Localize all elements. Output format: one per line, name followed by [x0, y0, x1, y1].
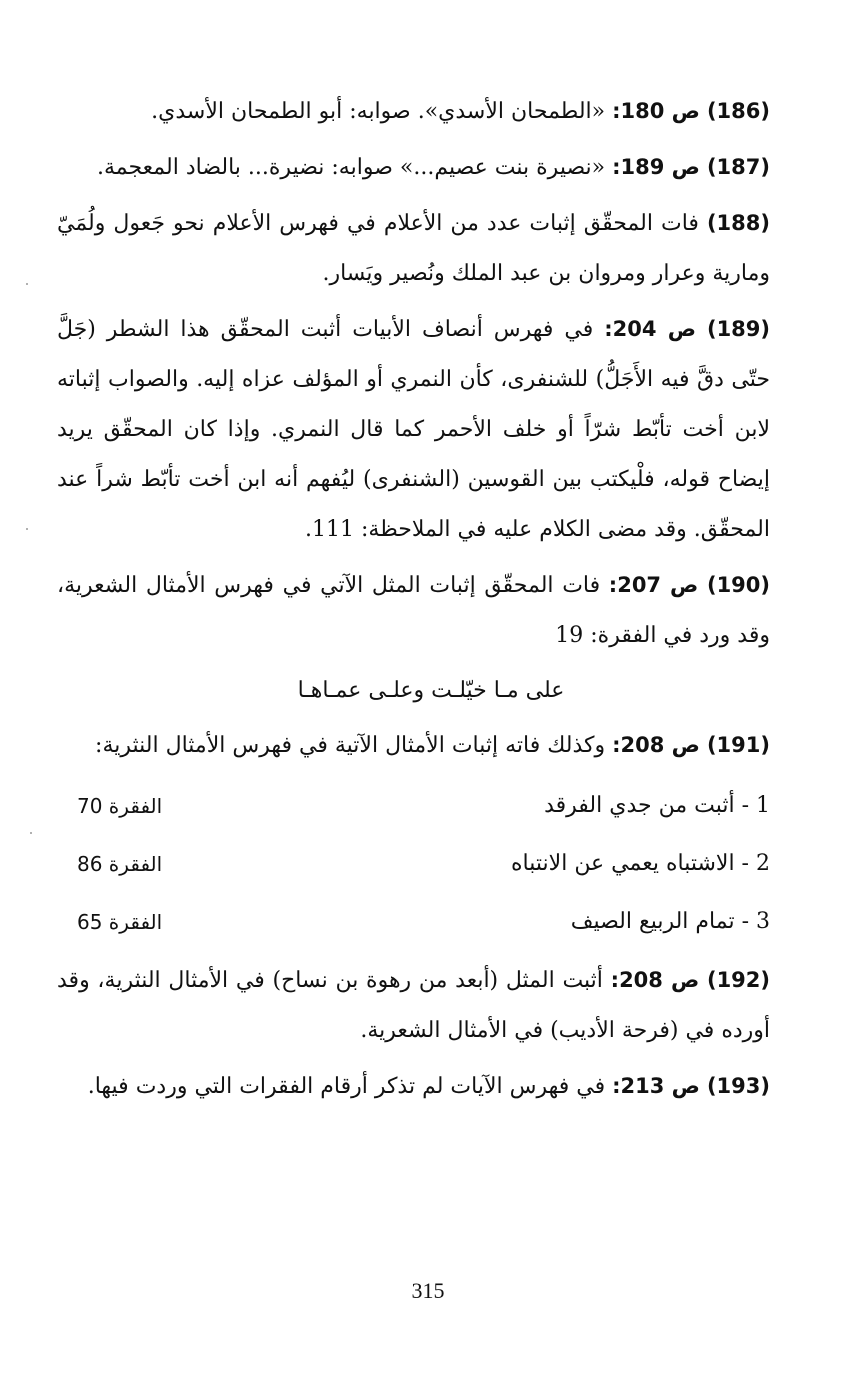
paragraph-ref: الفقرة 86	[77, 852, 163, 876]
proverb-text: 2 - الاشتباه يعمي عن الانتباه	[511, 851, 770, 876]
page-ref: ص 189:	[612, 155, 700, 179]
page-ref: ص 208:	[612, 733, 700, 757]
note-text: «نصيرة بنت عصيم...» صوابه: نضيرة... بالضاد المعجمة.	[96, 155, 613, 180]
page-ref: ص 180:	[612, 99, 700, 123]
list-item	[57, 777, 805, 835]
note-text: في فهرس أنصاف الأبيات أثبت المحقّق هذا الشطر (جَلَّ حتّى دقَّ فيه الأَجَلُّ) للشنفرى، كأن النمري أو المؤلف عزاه إليه. والصواب إثباته لابن أخت تأبّط شرّاً أو خلف الأحمر كما قال النمري. وإذا كان المحقّق يريد إيضاح قوله، فلْيكتب بين القوسين (الشنفرى) ليُفهم أنه ابن أخت تأبّط شراً عند المحقّق. وقد مضى الكلام عليه في الملاحظة: 111.	[57, 317, 770, 542]
scan-speck	[26, 528, 28, 530]
note-190	[57, 560, 805, 661]
proverb-text: 1 - أثبت من جدي الفرقد	[544, 793, 770, 818]
note-text: وكذلك فاته إثبات الأمثال الآتية في فهرس الأمثال النثرية:	[95, 733, 613, 758]
verse-line: على مـا خيّلـت وعلـى عمـاهـا	[297, 678, 565, 703]
paragraph-ref: الفقرة 70	[77, 794, 163, 818]
note-text: «الطمحان الأسدي». صوابه: أبو الطمحان الأسدي.	[151, 99, 613, 124]
note-188	[57, 198, 805, 299]
page-ref: ص 213:	[612, 1074, 700, 1098]
proverb-text: 3 - تمام الربيع الصيف	[570, 909, 770, 934]
note-number: (192)	[706, 968, 771, 992]
page-number: 315	[411, 1278, 445, 1303]
note-text: فات المحقّق إثبات المثل الآتي في فهرس الأمثال الشعرية، وقد ورد في الفقرة: 19	[57, 573, 770, 648]
page-ref: ص 208:	[610, 968, 700, 992]
page-body	[57, 86, 805, 1117]
page-ref: ص 204:	[604, 317, 696, 341]
note-186	[57, 86, 805, 137]
note-number: (189)	[706, 317, 771, 341]
scan-speck	[26, 283, 28, 285]
note-number: (191)	[706, 733, 770, 757]
note-189	[57, 304, 805, 555]
note-number: (187)	[706, 155, 770, 179]
note-191	[57, 720, 805, 771]
note-text: أثبت المثل (أبعد من رهوة بن نساح) في الأمثال النثرية، وقد أورده في (فرحة الأديب) في الأمثال الشعرية.	[57, 968, 770, 1043]
list-item	[57, 893, 805, 951]
page-ref: ص 207:	[608, 573, 699, 597]
proverb-list	[57, 777, 805, 951]
paragraph-ref: الفقرة 65	[77, 910, 163, 934]
note-187	[57, 142, 805, 193]
note-number: (186)	[706, 99, 770, 123]
scan-speck	[30, 832, 32, 834]
note-192	[57, 955, 805, 1056]
note-number: (188)	[706, 211, 770, 235]
note-text: في فهرس الآيات لم تذكر أرقام الفقرات التي وردت فيها.	[87, 1074, 613, 1099]
note-number: (190)	[706, 573, 771, 597]
note-193	[57, 1061, 805, 1112]
note-number: (193)	[706, 1074, 770, 1098]
list-item	[57, 835, 805, 893]
note-text: فات المحقّق إثبات عدد من الأعلام في فهرس الأعلام نحو جَعول ولُمَيّ ومارية وعرار ومروان بن عبد الملك ونُصير ويَسار.	[57, 211, 770, 286]
